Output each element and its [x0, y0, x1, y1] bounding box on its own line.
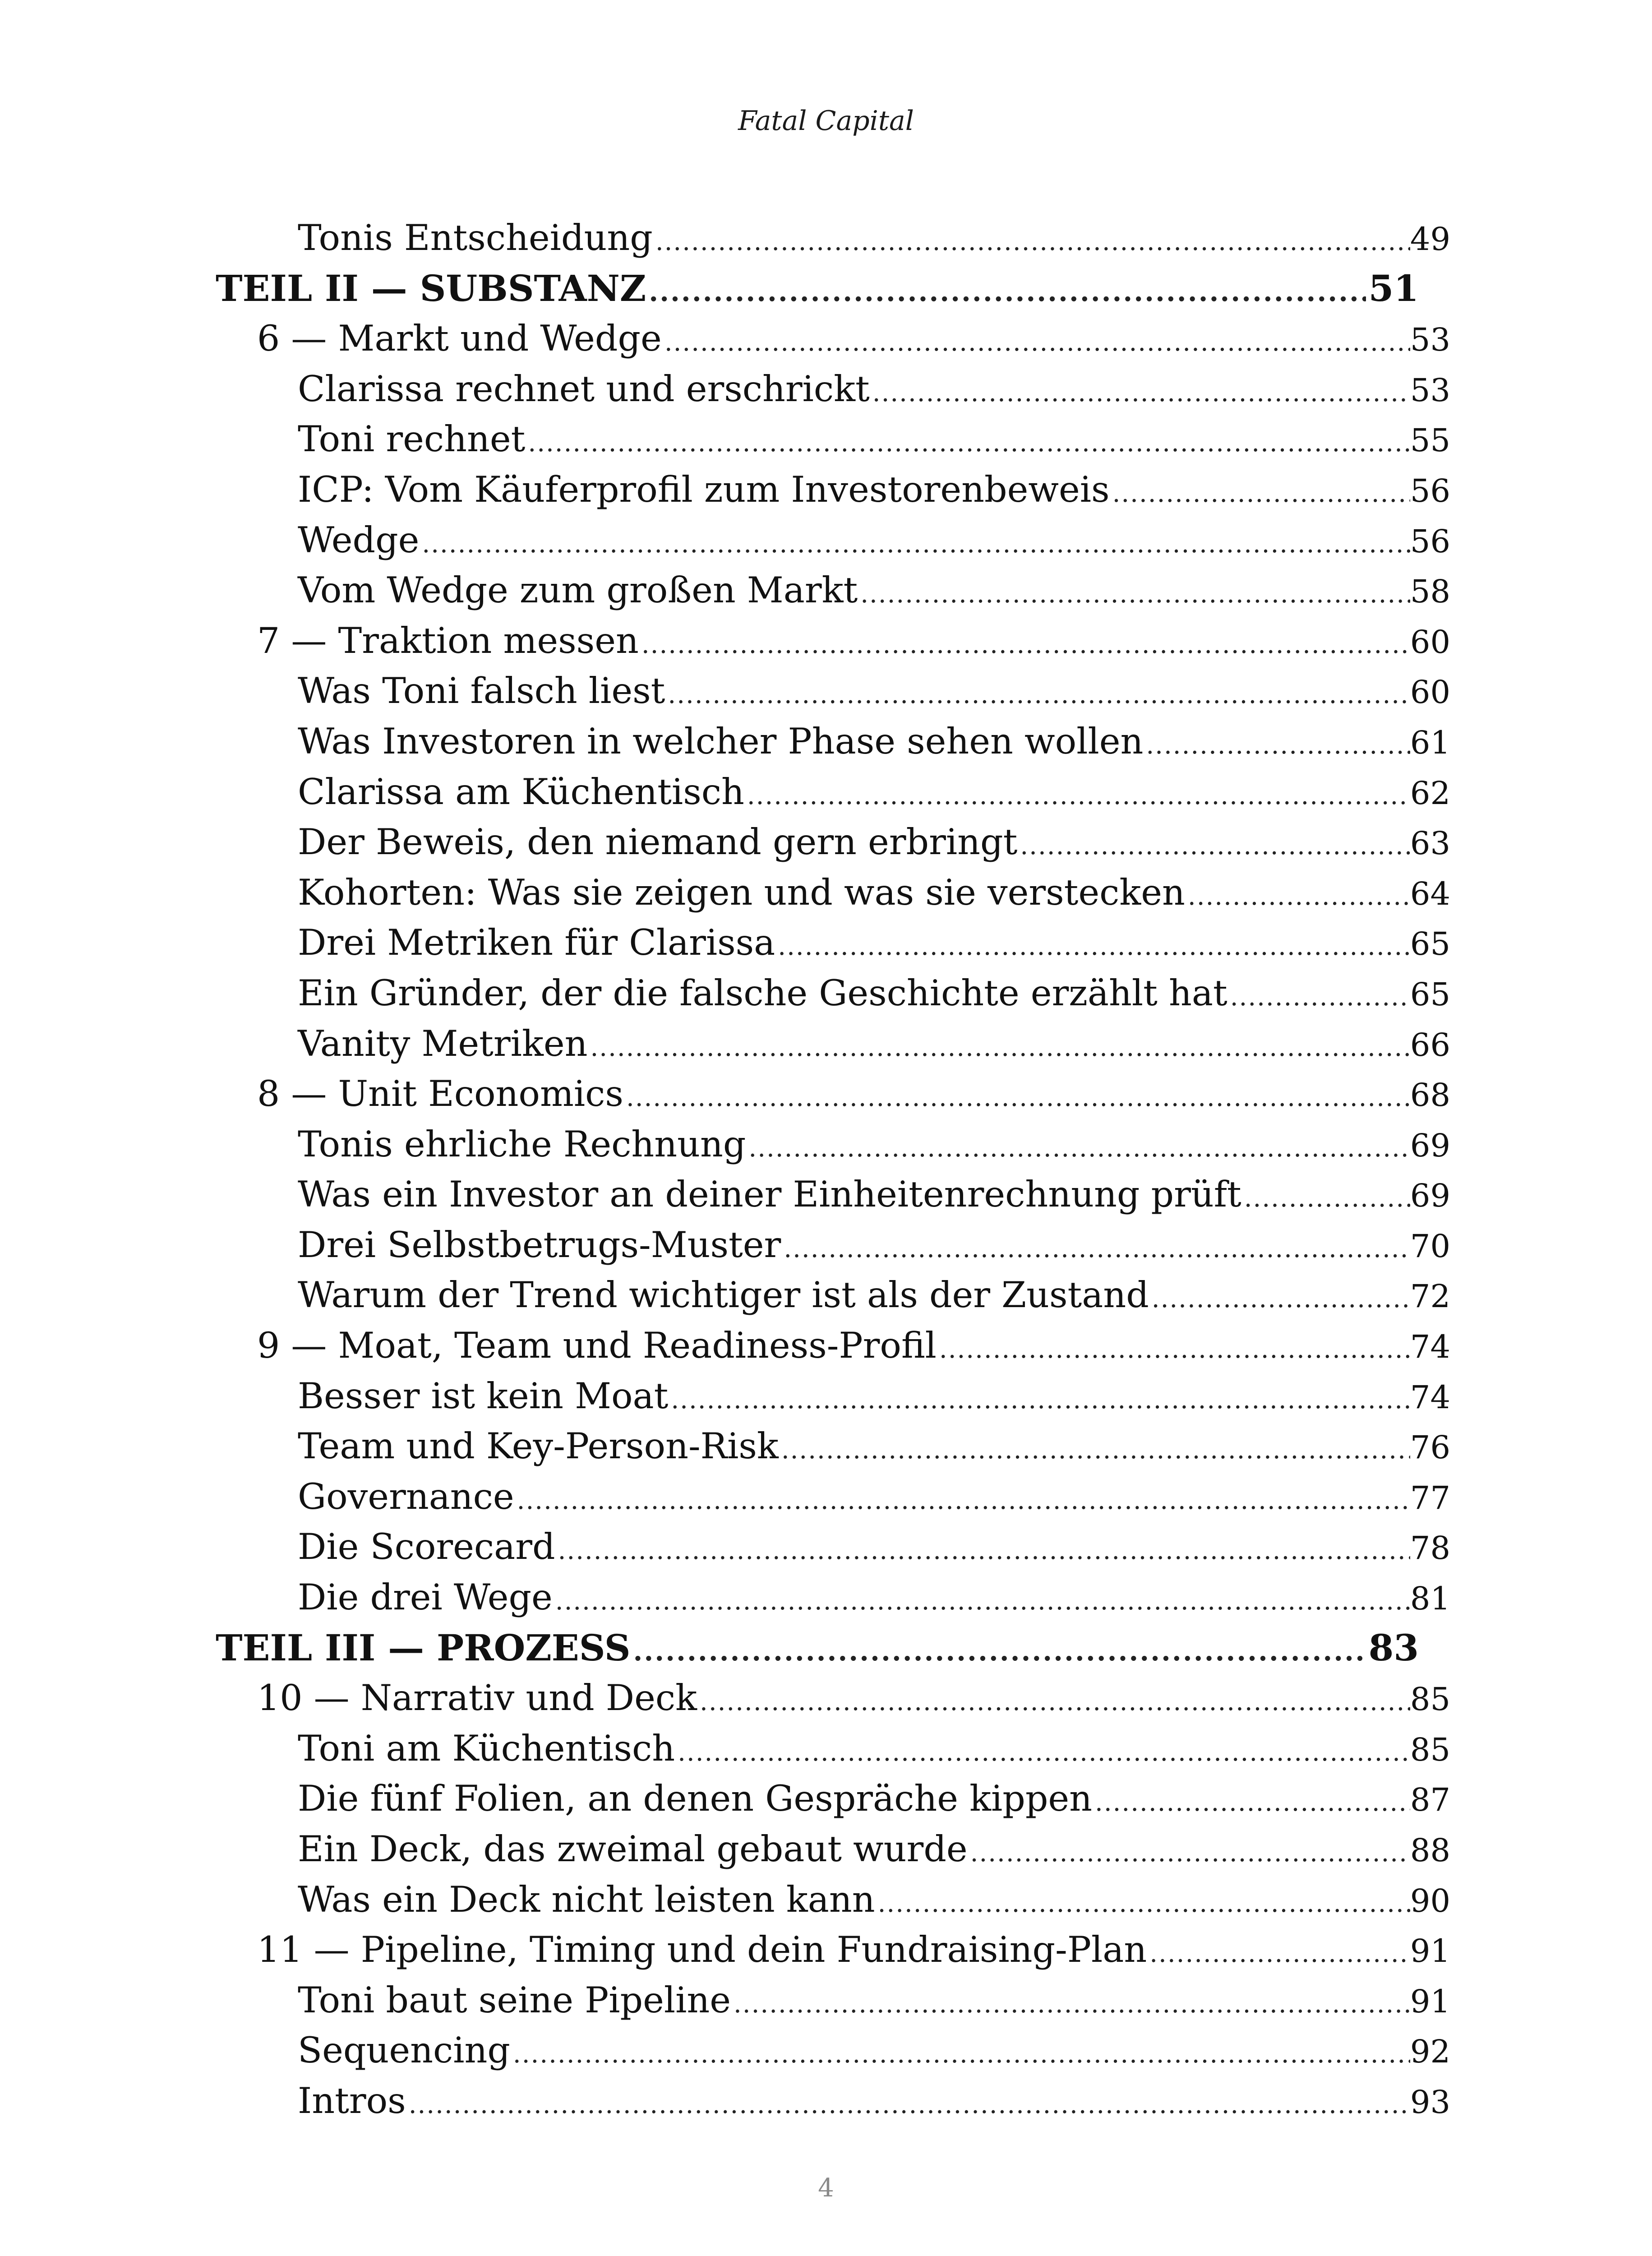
- toc-entry-title: Ein Deck, das zweimal gebaut wurde: [298, 1828, 968, 1870]
- toc-entry-title: Governance: [298, 1475, 514, 1517]
- toc-entry-page: 55: [1410, 422, 1450, 459]
- dot-leader: [875, 1878, 1410, 1929]
- toc-entry[interactable]: [0, 1824, 1652, 1875]
- dot-leader: [668, 1375, 1410, 1425]
- toc-entry[interactable]: [0, 666, 1652, 717]
- dot-leader: [731, 1979, 1410, 2029]
- toc-entry-title: Drei Metriken für Clarissa: [298, 922, 775, 964]
- toc-entry[interactable]: [0, 565, 1652, 616]
- toc-entry-title: Clarissa am Küchentisch: [298, 771, 744, 813]
- toc-entry-title: Der Beweis, den niemand gern erbringt: [298, 821, 1018, 863]
- running-header: Fatal Capital: [738, 105, 914, 137]
- toc-entry-page: 60: [1410, 674, 1450, 711]
- toc-entry[interactable]: [0, 1270, 1652, 1321]
- dot-leader: [746, 1123, 1410, 1174]
- toc-entry[interactable]: [0, 1724, 1652, 1774]
- toc-entry-page: 93: [1410, 2083, 1450, 2121]
- toc-entry-page: 76: [1410, 1429, 1450, 1466]
- toc-entry-title: Die fünf Folien, an denen Gespräche kippen: [298, 1778, 1093, 1820]
- dot-leader: [1017, 821, 1410, 871]
- toc-chapter-page: 74: [1410, 1328, 1450, 1366]
- toc-entry-page: 53: [1410, 371, 1450, 409]
- toc-part-page: 83: [1368, 1626, 1419, 1669]
- toc-entry[interactable]: [0, 414, 1652, 465]
- dot-leader: [1143, 720, 1410, 771]
- dot-leader: [1227, 972, 1410, 1022]
- toc-entry[interactable]: [0, 1371, 1652, 1422]
- dot-leader: [662, 317, 1410, 368]
- toc-entry-page: 62: [1410, 774, 1450, 812]
- dot-leader: [744, 771, 1410, 821]
- dot-leader: [1147, 1928, 1410, 1979]
- toc-entry-page: 77: [1410, 1479, 1450, 1516]
- toc-entry-page: 87: [1410, 1781, 1450, 1819]
- toc-chapter-title: 11 — Pipeline, Timing und dein Fundraising-Plan: [257, 1929, 1147, 1971]
- dot-leader: [646, 267, 1366, 318]
- toc-entry-page: 88: [1410, 1832, 1450, 1869]
- dot-leader: [555, 1526, 1410, 1576]
- toc-entry-page: 72: [1410, 1278, 1450, 1315]
- dot-leader: [858, 569, 1410, 619]
- toc-entry-page: 66: [1410, 1026, 1450, 1063]
- dot-leader: [623, 1073, 1410, 1123]
- toc-entry-title: Toni rechnet: [298, 418, 526, 460]
- toc-entry[interactable]: [0, 1472, 1652, 1522]
- toc-entry-title: Ein Gründer, der die falsche Geschichte erzählt hat: [298, 972, 1227, 1014]
- toc-entry-title: Clarissa rechnet und erschrickt: [298, 368, 870, 410]
- toc-chapter-title: 7 — Traktion messen: [257, 619, 639, 661]
- toc-chapter[interactable]: [0, 314, 1652, 364]
- toc-chapter[interactable]: [0, 1069, 1652, 1119]
- toc-entry[interactable]: [0, 1019, 1652, 1069]
- toc-part-heading[interactable]: [0, 264, 1652, 314]
- toc-entry[interactable]: [0, 2025, 1652, 2076]
- toc-entry-title: Die drei Wege: [298, 1576, 553, 1618]
- toc-entry-title: Toni baut seine Pipeline: [298, 1979, 731, 2021]
- toc-entry-title: Vom Wedge zum großen Markt: [298, 569, 858, 611]
- toc-entry-title: Intros: [298, 2080, 406, 2122]
- toc-entry[interactable]: [0, 515, 1652, 566]
- toc-entry[interactable]: [0, 968, 1652, 1019]
- page-number: 4: [818, 2173, 834, 2203]
- toc-entry[interactable]: [0, 364, 1652, 415]
- toc-entry-page: 74: [1410, 1378, 1450, 1416]
- dot-leader: [587, 1022, 1410, 1073]
- toc-chapter-title: 8 — Unit Economics: [257, 1073, 623, 1115]
- dot-leader: [1149, 1274, 1410, 1324]
- dot-leader: [653, 217, 1410, 267]
- toc-entry-page: 91: [1410, 1983, 1450, 2020]
- toc-entry-page: 70: [1410, 1227, 1450, 1265]
- toc-chapter-title: 9 — Moat, Team und Readiness-Profil: [257, 1325, 937, 1367]
- toc-entry[interactable]: [0, 767, 1652, 818]
- toc-entry-page: 65: [1410, 925, 1450, 963]
- toc-entry[interactable]: [0, 2076, 1652, 2127]
- toc-entry-page: 56: [1410, 522, 1450, 560]
- toc-entry-title: Team und Key-Person-Risk: [298, 1425, 779, 1467]
- toc-entry[interactable]: [0, 465, 1652, 515]
- dot-leader: [968, 1828, 1410, 1878]
- toc-chapter-page: 91: [1410, 1932, 1450, 1970]
- toc-part-heading[interactable]: [0, 1623, 1652, 1674]
- toc-entry-title: Was ein Deck nicht leisten kann: [298, 1878, 875, 1920]
- toc-entry[interactable]: [0, 1572, 1652, 1623]
- dot-leader: [406, 2080, 1410, 2130]
- dot-leader: [553, 1576, 1410, 1627]
- toc-entry[interactable]: [0, 1774, 1652, 1824]
- toc-entry[interactable]: [0, 1421, 1652, 1472]
- toc-entry-title: Was Investoren in welcher Phase sehen wollen: [298, 720, 1144, 762]
- toc-entry[interactable]: [0, 717, 1652, 767]
- toc-entry-title: Wedge: [298, 519, 420, 561]
- toc-entry-page: 69: [1410, 1127, 1450, 1164]
- dot-leader: [1092, 1777, 1410, 1828]
- dot-leader: [775, 921, 1410, 972]
- toc-entry-title: Vanity Metriken: [298, 1022, 588, 1064]
- dot-leader: [937, 1324, 1410, 1375]
- toc-entry[interactable]: [0, 1522, 1652, 1572]
- toc-chapter-page: 60: [1410, 623, 1450, 661]
- dot-leader: [779, 1425, 1410, 1475]
- toc-entry-page: 64: [1410, 875, 1450, 912]
- toc-entry-page: 65: [1410, 975, 1450, 1013]
- toc-entry[interactable]: [0, 918, 1652, 968]
- toc-entry-page: 78: [1410, 1530, 1450, 1567]
- toc-chapter-title: 10 — Narrativ und Deck: [257, 1677, 697, 1719]
- toc-entry[interactable]: [0, 1170, 1652, 1220]
- toc-chapter-page: 85: [1410, 1681, 1450, 1718]
- toc-chapter-page: 53: [1410, 321, 1450, 359]
- toc-chapter[interactable]: [0, 616, 1652, 666]
- toc-entry-page: 69: [1410, 1177, 1450, 1215]
- toc-entry-page: 49: [1410, 221, 1450, 258]
- toc-entry[interactable]: [0, 868, 1652, 918]
- toc-entry-title: Drei Selbstbetrugs-Muster: [298, 1224, 781, 1266]
- toc-entry-page: 56: [1410, 472, 1450, 509]
- toc-chapter-page: 68: [1410, 1077, 1450, 1114]
- toc-part-page: 51: [1368, 267, 1419, 310]
- toc-entry[interactable]: [0, 817, 1652, 868]
- toc-chapter[interactable]: [0, 1673, 1652, 1724]
- toc-entry-page: 92: [1410, 2033, 1450, 2071]
- toc-entry[interactable]: [0, 1975, 1652, 2026]
- toc-entry-title: Besser ist kein Moat: [298, 1375, 669, 1417]
- toc-entry-page: 85: [1410, 1731, 1450, 1768]
- toc-entry-page: 58: [1410, 573, 1450, 610]
- dot-leader: [1110, 468, 1410, 519]
- toc-entry-title: Sequencing: [298, 2029, 510, 2071]
- toc-entry-title: Kohorten: Was sie zeigen und was sie verstecken: [298, 871, 1185, 913]
- toc-entry-page: 81: [1410, 1580, 1450, 1618]
- dot-leader: [419, 519, 1410, 569]
- toc-entry-title: Was Toni falsch liest: [298, 670, 665, 712]
- dot-leader: [639, 619, 1410, 670]
- dot-leader: [697, 1677, 1410, 1727]
- toc-part-title: TEIL II — SUBSTANZ: [216, 267, 646, 310]
- toc-part-title: TEIL III — PROZESS: [216, 1626, 631, 1669]
- toc-chapter[interactable]: [0, 1321, 1652, 1371]
- toc-chapter[interactable]: [0, 1925, 1652, 1975]
- toc-entry[interactable]: [0, 1220, 1652, 1271]
- toc-entry[interactable]: [0, 1119, 1652, 1170]
- dot-leader: [510, 2029, 1410, 2080]
- dot-leader: [1241, 1173, 1410, 1224]
- table-of-contents: [0, 213, 1652, 2127]
- toc-entry[interactable]: [0, 1875, 1652, 1925]
- dot-leader: [665, 670, 1410, 720]
- dot-leader: [514, 1475, 1410, 1526]
- dot-leader: [675, 1727, 1410, 1778]
- dot-leader: [1185, 871, 1410, 922]
- dot-leader: [870, 368, 1410, 418]
- toc-entry-title: Die Scorecard: [298, 1526, 555, 1568]
- toc-entry-title: Toni am Küchentisch: [298, 1727, 675, 1769]
- dot-leader: [781, 1224, 1410, 1274]
- toc-entry-title: Tonis ehrliche Rechnung: [298, 1123, 746, 1165]
- dot-leader: [525, 418, 1410, 468]
- toc-entry-title: Warum der Trend wichtiger ist als der Zustand: [298, 1274, 1149, 1316]
- toc-entry-title: ICP: Vom Käuferprofil zum Investorenbeweis: [298, 468, 1110, 510]
- toc-entry-page: 90: [1410, 1882, 1450, 1919]
- toc-entry[interactable]: [0, 213, 1652, 264]
- toc-entry-title: Was ein Investor an deiner Einheitenrechnung prüft: [298, 1174, 1241, 1216]
- toc-chapter-title: 6 — Markt und Wedge: [257, 318, 662, 360]
- dot-leader: [631, 1627, 1366, 1677]
- toc-entry-page: 63: [1410, 825, 1450, 862]
- toc-entry-page: 61: [1410, 724, 1450, 761]
- toc-entry-title: Tonis Entscheidung: [298, 217, 653, 259]
